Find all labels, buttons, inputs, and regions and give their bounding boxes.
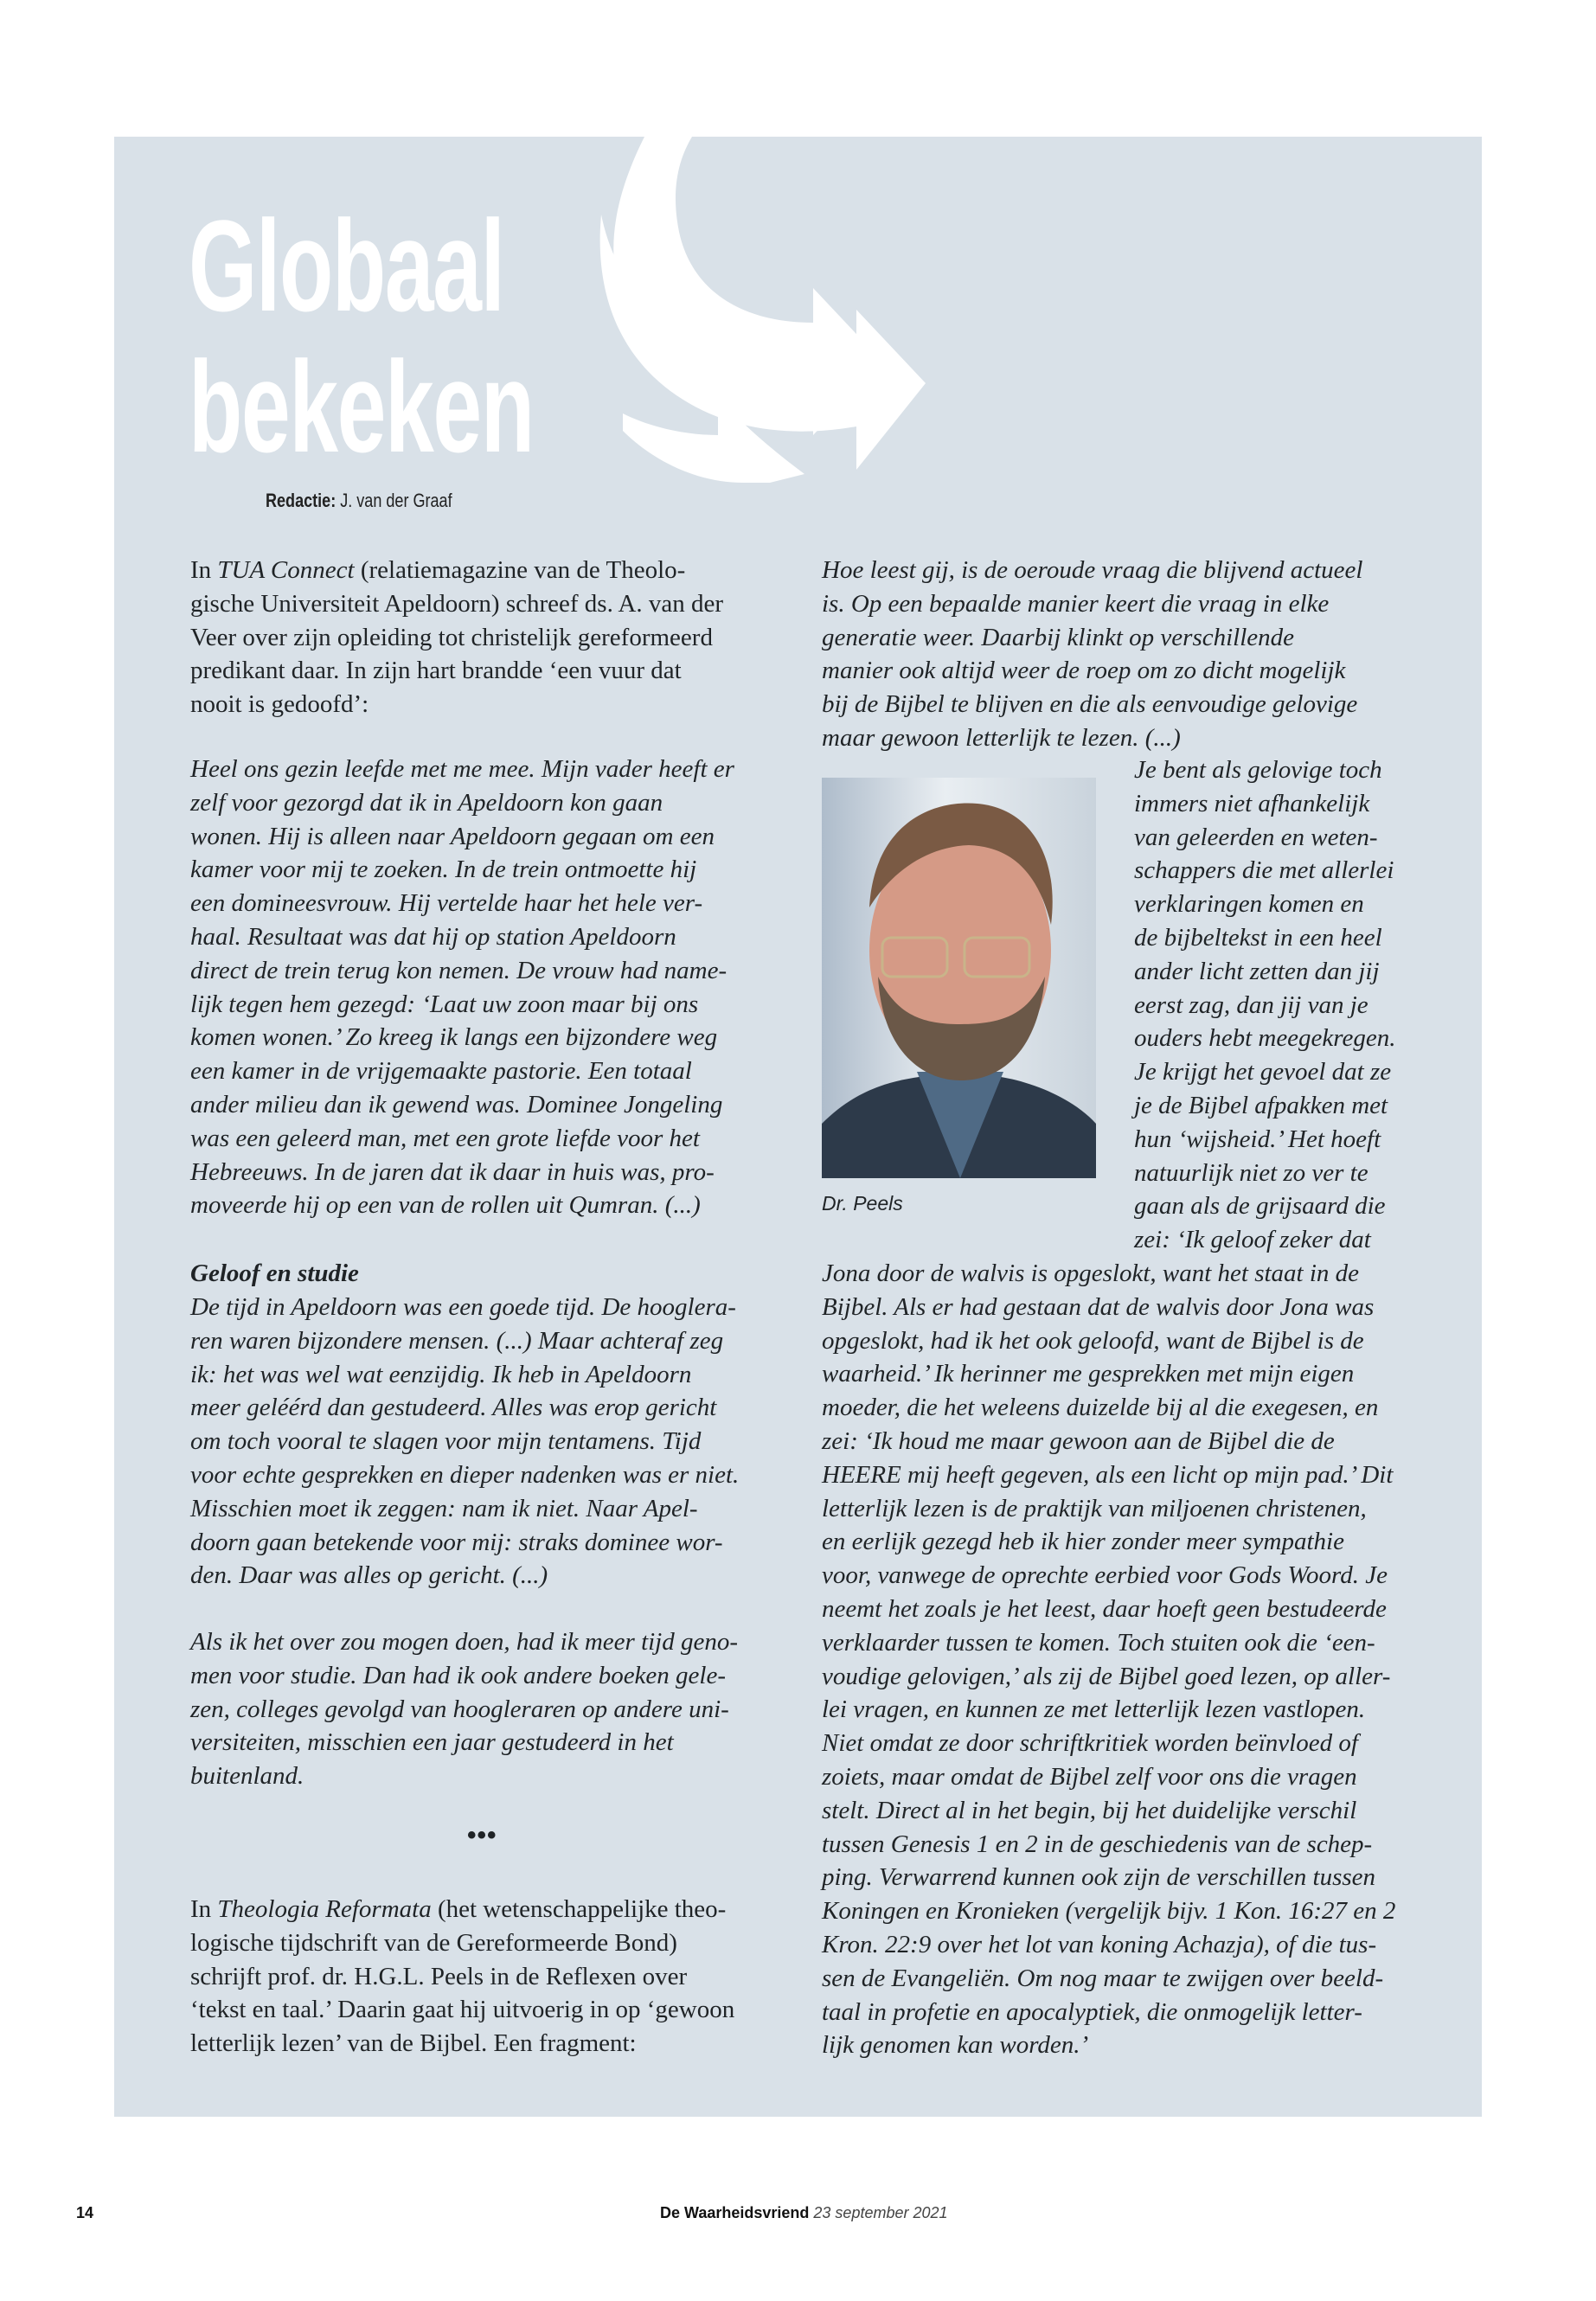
- text-line: men voor studie. Dan had ik ook andere boeken gele-: [190, 1661, 727, 1689]
- text-line: bij de Bijbel te blijven en die als eenvoudige gelovige: [822, 690, 1358, 719]
- text-line: manier ook altijd weer de roep om zo dicht mogelijk: [822, 657, 1346, 685]
- text-line: van geleerden en weten-: [1134, 823, 1378, 851]
- text-line: De tijd in Apeldoorn was een goede tijd. De hooglera-: [190, 1293, 736, 1321]
- text-line: maar gewoon letterlijk te lezen. (...): [822, 723, 1181, 752]
- italic-title: Theologia Reformata: [217, 1895, 432, 1923]
- text-line: eerst zag, dan jij van je: [1134, 990, 1368, 1019]
- intro-paragraph: [190, 554, 723, 721]
- section-heading: Geloof en studie: [190, 1259, 359, 1287]
- text-line: zelf voor gezorgd dat ik in Apeldoorn kon gaan: [190, 788, 663, 817]
- text-segment: (relatiemagazine van de Theolo-: [354, 556, 686, 584]
- text-line: neemt het zoals je het leest, daar hoeft geen bestudeerde: [822, 1594, 1387, 1623]
- text-line: opgeslokt, had ik het ook geloofd, want de Bijbel is de: [822, 1326, 1364, 1355]
- text-line: ouders hebt meegekregen.: [1134, 1024, 1396, 1053]
- photo-caption: Dr. Peels: [822, 1192, 903, 1215]
- text-line: ren waren bijzondere mensen. (...) Maar achteraf zeg: [190, 1326, 724, 1355]
- quote-paragraph-1: [190, 753, 734, 1222]
- italic-title: TUA Connect: [217, 556, 355, 584]
- text-line: wonen. Hij is alleen naar Apeldoorn gegaan om een: [190, 822, 715, 850]
- text-line: generatie weer. Daarbij klinkt op verschillende: [822, 623, 1295, 651]
- text-line: Bijbel. Als er had gestaan dat de walvis door Jona was: [822, 1292, 1375, 1321]
- text-line: de bijbeltekst in een heel: [1134, 923, 1382, 952]
- text-line: verklaringen komen en: [1134, 890, 1364, 919]
- text-line: Als ik het over zou mogen doen, had ik meer tijd geno-: [190, 1628, 739, 1656]
- page-number: 14: [76, 2204, 94, 2221]
- text-line: Kron. 22:9 over het lot van koning Achazja), of die tus-: [822, 1930, 1377, 1958]
- text-line: lijk tegen hem gezegd: ‘Laat uw zoon maar bij ons: [190, 990, 699, 1018]
- text-line: Jona door de walvis is opgeslokt, want het staat in de: [822, 1259, 1360, 1287]
- text-line: moveerde hij op een van de rollen uit Qumran. (...): [190, 1191, 701, 1220]
- text-line: natuurlijk niet zo ver te: [1134, 1158, 1368, 1187]
- text-segment: In: [190, 556, 218, 584]
- portrait-illustration: [822, 778, 1096, 1178]
- text-line: letterlijk lezen is de praktijk van miljoenen christenen,: [822, 1494, 1367, 1522]
- text-line: sen de Evangeliën. Om nog maar te zwijgen over beeld-: [822, 1964, 1384, 1992]
- text-line: HEERE mij heeft gegeven, als een licht op mijn pad.’ Dit: [822, 1460, 1394, 1489]
- text-line: doorn gaan betekende voor mij: straks dominee wor-: [190, 1528, 723, 1556]
- text-line: voor, vanwege de oprechte eerbied voor Gods Woord. Je: [822, 1561, 1388, 1590]
- text-line: en eerlijk gezegd heb ik hier zonder meer sympathie: [822, 1528, 1344, 1556]
- peels-quote-3: [822, 1257, 1395, 2062]
- byline: [266, 490, 452, 512]
- text-line: Veer over zijn opleiding tot christelijk gereformeerd: [190, 623, 713, 651]
- text-line: Niet omdat ze door schriftkritiek worden beïnvloed of: [822, 1729, 1358, 1758]
- text-line: ping. Verwarrend kunnen ook zijn de verschillen tussen: [822, 1863, 1376, 1892]
- text-line: predikant daar. In zijn hart brandde ‘een vuur dat: [190, 657, 682, 685]
- text-line: was een geleerd man, met een grote liefde voor het: [190, 1124, 700, 1152]
- text-line: logische tijdschrift van de Gereformeerde Bond): [190, 1928, 677, 1957]
- portrait-photo: [822, 778, 1096, 1178]
- text-line: haal. Resultaat was dat hij op station Apeldoorn: [190, 922, 676, 951]
- text-line: Hoe leest gij, is de oeroude vraag die blijvend actueel: [822, 556, 1363, 584]
- text-line: moeder, die het weleens duizelde bij al die exegesen, en: [822, 1394, 1379, 1422]
- text-line: schrijft prof. dr. H.G.L. Peels in de Reflexen over: [190, 1962, 688, 1990]
- text-line: Heel ons gezin leefde met me mee. Mijn vader heeft er: [190, 755, 734, 783]
- text-line: ik: het was wel wat eenzijdig. Ik heb in Apeldoorn: [190, 1360, 692, 1388]
- globe-arrows-icon: [597, 137, 1047, 517]
- text-line: ander licht zetten dan jij: [1134, 957, 1380, 985]
- byline-label: Redactie:: [266, 490, 337, 511]
- text-line: zoiets, maar omdat de Bijbel zelf voor ons die vragen: [822, 1762, 1357, 1791]
- text-line: taal in profetie en apocalyptiek, die onmogelijk letter-: [822, 1997, 1362, 2026]
- text-line: je de Bijbel afpakken met: [1134, 1091, 1388, 1119]
- text-line: direct de trein terug kon nemen. De vrouw had name-: [190, 956, 727, 984]
- page-title-line1: Globaal: [189, 193, 504, 338]
- byline-name: J. van der Graaf: [340, 490, 452, 511]
- text-line: den. Daar was alles op gericht. (...): [190, 1561, 548, 1590]
- text-line: voudige gelovigen,’ als zij de Bijbel goed lezen, op aller-: [822, 1662, 1391, 1690]
- text-line: lijk genomen kan worden.’: [822, 2031, 1089, 2060]
- text-segment: (het wetenschappelijke theo-: [431, 1895, 727, 1923]
- text-line: komen wonen.’ Zo kreeg ik langs een bijzondere weg: [190, 1023, 718, 1052]
- text-line: kamer voor mij te zoeken. In de trein ontmoette hij: [190, 856, 697, 884]
- magazine-name: De Waarheidsvriend: [660, 2204, 810, 2221]
- quote-paragraph-2: [190, 1291, 739, 1593]
- peels-intro-paragraph: [190, 1893, 734, 2061]
- text-line: een domineesvrouw. Hij vertelde haar het hele ver-: [190, 889, 703, 918]
- text-line: Misschien moet ik zeggen: nam ik niet. Naar Apel-: [190, 1494, 698, 1522]
- text-line: schappers die met allerlei: [1134, 856, 1394, 885]
- text-line: hun ‘wijsheid.’ Het hoeft: [1134, 1125, 1381, 1153]
- text-line: [190, 554, 723, 587]
- section-separator: •••: [467, 1821, 497, 1849]
- footer-publication: [660, 2204, 948, 2222]
- issue-date: 23 september 2021: [813, 2204, 948, 2221]
- peels-quote-2: [1134, 753, 1396, 1257]
- text-line: verklaarder tussen te komen. Toch stuiten ook die ‘een-: [822, 1628, 1375, 1657]
- text-line: zei: ‘Ik geloof zeker dat: [1134, 1226, 1371, 1254]
- text-line: gaan als de grijsaard die: [1134, 1192, 1386, 1221]
- text-line: gische Universiteit Apeldoorn) schreef ds. A. van der: [190, 589, 724, 618]
- text-line: ‘tekst en taal.’ Daarin gaat hij uitvoerig in op ‘gewoon: [190, 1996, 735, 2024]
- text-segment: In: [190, 1895, 218, 1923]
- text-line: lei vragen, en kunnen ze met letterlijk lezen vastlopen.: [822, 1695, 1366, 1724]
- quote-paragraph-3: [190, 1625, 738, 1793]
- text-line: een kamer in de vrijgemaakte pastorie. Een totaal: [190, 1057, 692, 1086]
- text-line: Koningen en Kronieken (vergelijk bijv. 1 Kon. 16:27 en 2: [822, 1897, 1396, 1926]
- page-title-line2: bekeken: [189, 334, 534, 479]
- text-line: Hebreeuws. In de jaren dat ik daar in huis was, pro-: [190, 1157, 715, 1186]
- text-line: waarheid.’ Ik herinner me gesprekken met mijn eigen: [822, 1360, 1355, 1388]
- text-line: zen, colleges gevolgd van hoogleraren op andere uni-: [190, 1695, 729, 1723]
- text-line: voor echte gesprekken en dieper nadenken was er niet.: [190, 1460, 740, 1489]
- text-line: nooit is gedoofd’:: [190, 690, 369, 719]
- text-line: letterlijk lezen’ van de Bijbel. Een fragment:: [190, 2029, 637, 2058]
- text-line: immers niet afhankelijk: [1134, 789, 1370, 817]
- text-line: zei: ‘Ik houd me maar gewoon aan de Bijbel die de: [822, 1426, 1335, 1455]
- text-line: versiteiten, misschien een jaar gestudeerd in het: [190, 1728, 674, 1757]
- peels-quote-1: [822, 554, 1362, 755]
- text-line: tussen Genesis 1 en 2 in de geschiedenis van de schep-: [822, 1830, 1373, 1858]
- text-line: stelt. Direct al in het begin, bij het duidelijke verschil: [822, 1796, 1357, 1824]
- text-line: buitenland.: [190, 1762, 304, 1791]
- text-line: Je krijgt het gevoel dat ze: [1134, 1058, 1392, 1086]
- text-line: om toch vooral te slagen voor mijn tentamens. Tijd: [190, 1427, 702, 1456]
- text-line: meer geléérd dan gestudeerd. Alles was erop gericht: [190, 1394, 717, 1422]
- text-line: [190, 1893, 734, 1926]
- text-line: ander milieu dan ik gewend was. Dominee Jongeling: [190, 1090, 723, 1118]
- text-line: Je bent als gelovige toch: [1134, 756, 1382, 784]
- text-line: is. Op een bepaalde manier keert die vraag in elke: [822, 589, 1330, 618]
